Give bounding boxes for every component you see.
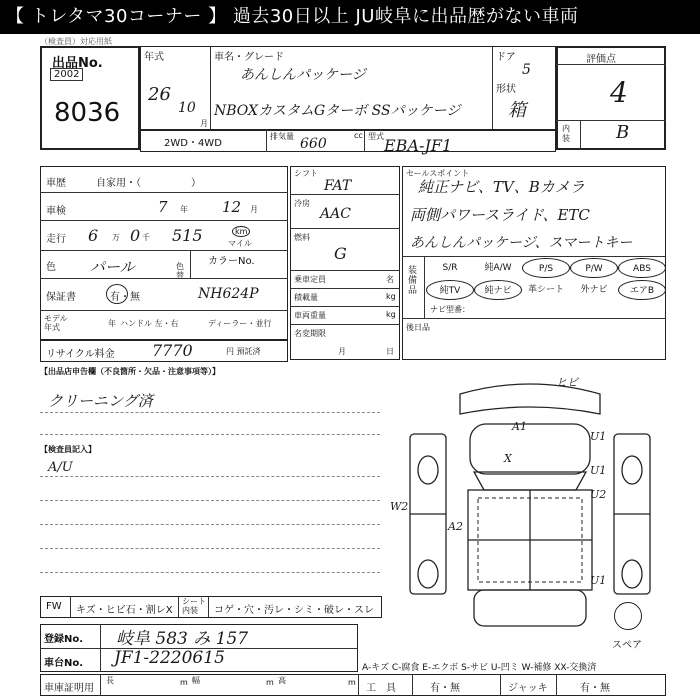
month-value: 10 xyxy=(178,100,196,116)
load-label: 積載量 xyxy=(294,293,318,302)
fw-items-2: コゲ・穴・汚レ・シミ・破レ・スレ xyxy=(214,605,374,616)
fuel-label: 燃料 xyxy=(294,233,310,242)
year-label: 年式 xyxy=(144,52,164,63)
equipment-row2-item: 革シート xyxy=(527,285,564,295)
spare-tire-icon xyxy=(614,602,642,630)
displacement-value: 660 xyxy=(300,136,327,152)
warranty-options: 有・無 xyxy=(110,292,140,303)
load-unit: kg xyxy=(386,292,396,301)
recycle-value: 7770 xyxy=(152,341,193,360)
navi-model-label: ナビ型番： xyxy=(430,305,470,314)
name-change-label: 名変期限 xyxy=(294,329,326,338)
garage-cert-label: 車庫証明用 xyxy=(44,683,94,694)
handle-options: ハンドル 左・右 xyxy=(120,319,179,328)
seller-notes-label: 【出品店申告欄（不良箇所・欠品・注意事項等）】 xyxy=(40,367,220,376)
jack-label: ジャッキ xyxy=(508,683,548,694)
type-label: 型式 xyxy=(368,132,384,141)
shift-label: シフト xyxy=(294,169,318,178)
equipment-row2-item: 純ナビ xyxy=(474,280,522,300)
shape-value: 箱 xyxy=(508,100,526,121)
sales-point-line-3: あんしんパッケージ、スマートキー xyxy=(410,235,633,251)
sales-points-label: セールスポイント xyxy=(406,169,470,178)
mileage-unit-km: km xyxy=(232,226,250,237)
inspector-label: 【検査員記入】 xyxy=(40,445,96,454)
inspection-month-unit: 月 xyxy=(250,205,258,214)
type-value: EBA-JF1 xyxy=(384,136,453,155)
mark-u1-c: U1 xyxy=(590,574,607,587)
equipment-row2-item: 純TV xyxy=(426,280,474,300)
equipment-row1-item: ABS xyxy=(618,258,666,278)
fw-items: キズ・ヒビ石・割レX xyxy=(76,605,173,616)
banner-title: 【 トレタマ30コーナー 】 過去30日以上 JU岐阜に出品歴がない車両 xyxy=(0,0,700,34)
mark-x: X xyxy=(504,452,512,465)
inspection-month: 12 xyxy=(222,198,242,216)
color-value: パール xyxy=(90,258,135,276)
interior-label: 内装 xyxy=(562,124,570,143)
mileage-unit-mile: マイル xyxy=(228,239,252,248)
garage-width-label: 幅 xyxy=(192,676,200,685)
equipment-row1-item: 純A/W xyxy=(484,263,512,273)
year-value: 26 xyxy=(148,84,171,105)
damage-legend: A-キズ C-腐食 E-エクボ S-サビ U-凹ミ W-補修 XX-交換済 xyxy=(362,663,597,673)
capacity-unit: 名 xyxy=(386,275,394,284)
cooling-label: 冷房 xyxy=(294,199,310,208)
reg-value: 岐阜 583 み 157 xyxy=(116,629,249,649)
mileage-sen: 0 xyxy=(130,226,141,245)
name-label: 車名・グレード xyxy=(214,52,284,63)
displacement-label: 排気量 xyxy=(270,132,294,141)
mark-u1-b: U1 xyxy=(590,464,607,477)
name-change-day: 日 xyxy=(386,347,394,356)
garage-height-unit: m xyxy=(348,678,356,687)
lot-number: 8036 xyxy=(54,98,121,128)
shape-label: 形状 xyxy=(496,84,516,95)
garage-length-label: 長 xyxy=(106,676,114,685)
reg-label: 登録No. xyxy=(44,634,84,645)
mark-u1-a: U1 xyxy=(590,430,607,443)
inspector-value: A/U xyxy=(48,460,73,475)
history-options: 自家用・（ ） xyxy=(96,178,201,189)
cooling-value: AAC xyxy=(320,206,351,222)
color-code: NH624P xyxy=(198,286,259,302)
chassis-label: 車台No. xyxy=(44,658,84,669)
name-change-month: 月 xyxy=(338,347,346,356)
mileage-man-unit: 万 xyxy=(112,233,120,242)
month-unit: 月 xyxy=(200,119,208,128)
warranty-circle xyxy=(106,284,128,304)
tools-label: 工 具 xyxy=(366,683,396,694)
color-label: 色 xyxy=(46,262,56,273)
sub-header: （検査員）対応用紙 xyxy=(40,37,112,46)
name-package: あんしんパッケージ xyxy=(240,67,366,83)
equipment-row1-item: P/W xyxy=(570,258,618,278)
capacity-label: 乗車定員 xyxy=(294,275,326,284)
weight-label: 車両重量 xyxy=(294,311,326,320)
tools-options: 有・無 xyxy=(430,683,460,694)
equipment-row2-item: エアB xyxy=(618,280,666,300)
jack-options: 有・無 xyxy=(580,683,610,694)
equipment-row1-item: P/S xyxy=(522,258,570,278)
model-year-unit: 年 xyxy=(108,319,116,328)
color-code-label: カラーNo. xyxy=(208,256,255,267)
mileage-label: 走行 xyxy=(46,234,66,245)
door-count: 5 xyxy=(522,62,531,78)
color-change-label: 色替 xyxy=(176,262,184,280)
dealer-options: ディーラー・並行 xyxy=(208,319,272,328)
mileage-man: 6 xyxy=(88,226,99,245)
mark-w2: W2 xyxy=(390,500,409,513)
lot-code: 2002 xyxy=(50,68,83,81)
mileage-rest: 515 xyxy=(172,226,203,245)
mark-top: ヒビ xyxy=(556,376,578,389)
fuel-value: G xyxy=(334,244,347,263)
recycle-label: リサイクル料金 xyxy=(46,349,115,360)
recycle-unit: 円 預託済 xyxy=(226,347,261,356)
spare-label: スペア xyxy=(612,640,642,651)
name-model: NBOXカスタムGターボ SSパッケージ xyxy=(214,103,461,119)
mark-a2: A2 xyxy=(448,520,463,533)
history-label: 車歴 xyxy=(46,178,66,189)
lot-box xyxy=(40,46,140,150)
chassis-value: JF1-2220615 xyxy=(114,648,225,668)
mark-u2: U2 xyxy=(590,488,607,501)
inspection-label: 車検 xyxy=(46,206,66,217)
equipment-row2-item: 外ナビ xyxy=(580,285,608,295)
inspection-year-unit: 年 xyxy=(180,205,188,214)
score-label: 評価点 xyxy=(586,54,616,65)
garage-height-label: 高 xyxy=(278,676,286,685)
interior-value: B xyxy=(616,122,630,143)
later-items-label: 後日品 xyxy=(406,323,430,332)
mark-a1: A1 xyxy=(512,420,527,433)
warranty-label: 保証書 xyxy=(46,292,76,303)
car-damage-diagram xyxy=(400,374,660,634)
garage-width-unit: m xyxy=(266,678,274,687)
sales-point-line-2: 両側パワースライド、ETC xyxy=(410,206,590,224)
score-value: 4 xyxy=(610,76,628,109)
seller-notes-value: クリーニング済 xyxy=(48,392,153,410)
lot-label: 出品No. xyxy=(52,56,103,71)
sales-point-line-1: 純正ナビ、TV、Bカメラ xyxy=(418,178,585,196)
garage-length-unit: m xyxy=(180,678,188,687)
mileage-sen-unit: 千 xyxy=(142,233,150,242)
drive-options: 2WD・4WD xyxy=(164,138,222,149)
equipment-label: 装備品 xyxy=(408,266,418,296)
shift-value: FAT xyxy=(324,178,352,194)
equipment-row1-item: S/R xyxy=(442,263,458,273)
weight-unit: kg xyxy=(386,310,396,319)
fw-seat-label: シート内装 xyxy=(182,597,206,615)
displacement-unit: cc xyxy=(354,131,363,140)
fw-label: FW xyxy=(46,601,62,612)
inspection-year: 7 xyxy=(158,198,168,216)
model-year-label: モデル年式 xyxy=(44,314,68,332)
door-label: ドア xyxy=(496,52,516,63)
